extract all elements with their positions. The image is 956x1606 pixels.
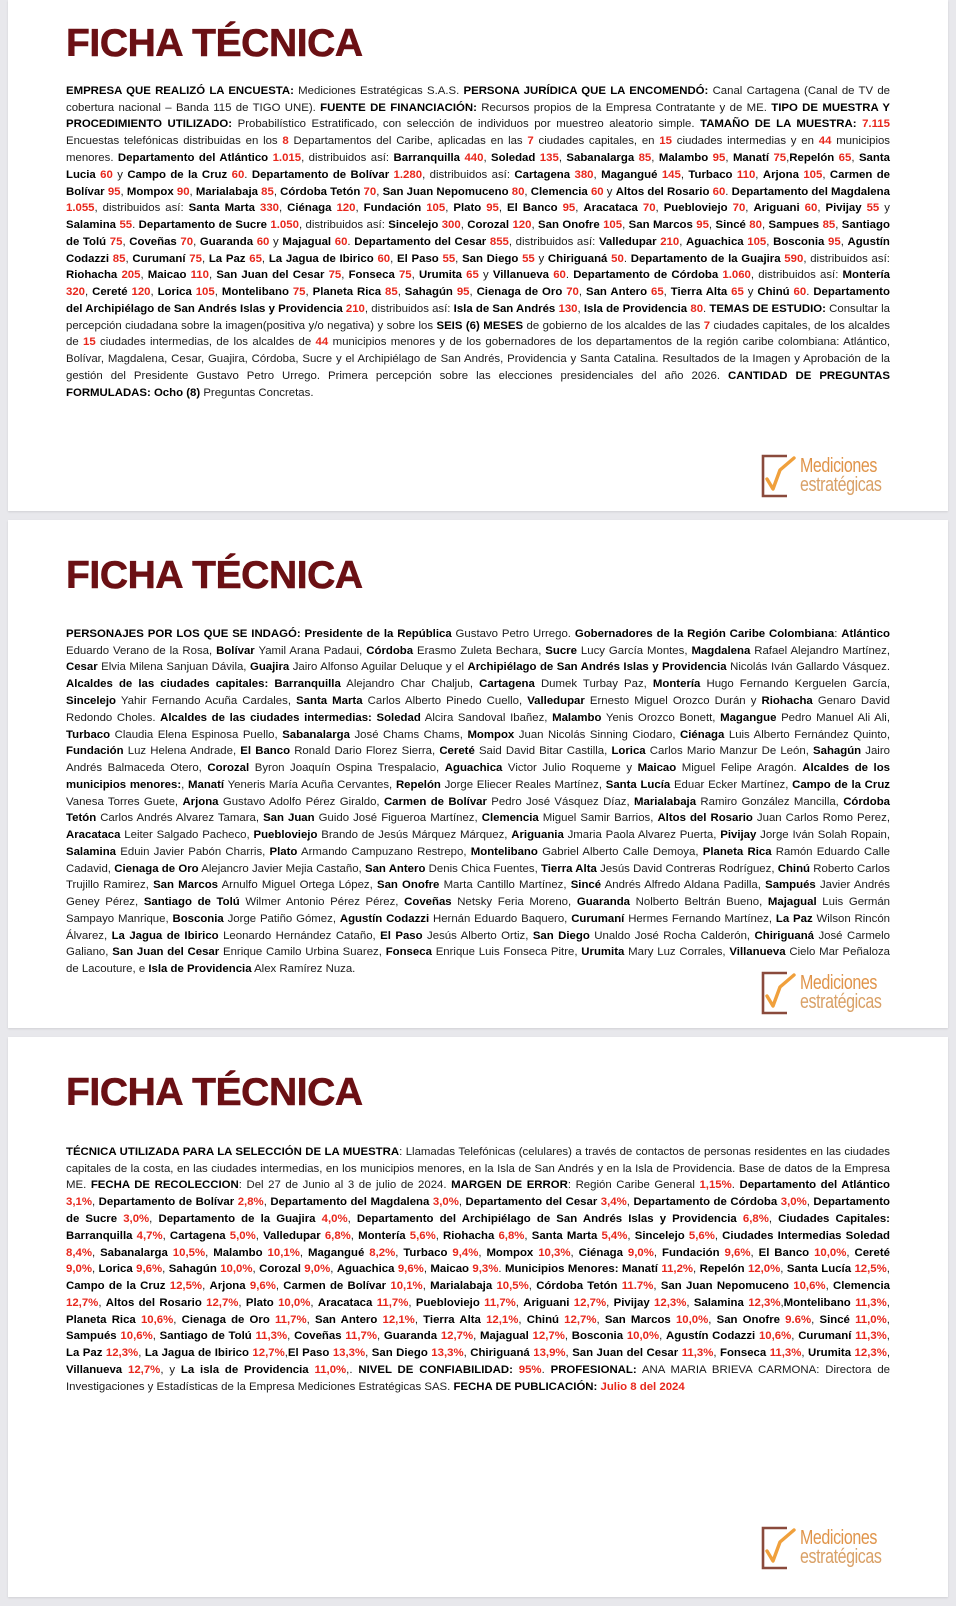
page-title: FICHA TÉCNICA xyxy=(66,554,363,597)
ficha-tecnica-card-2 xyxy=(8,520,948,1028)
mediciones-estrategicas-logo xyxy=(756,966,902,1020)
card-2-body-text: PERSONAJES POR LOS QUE SE INDAGÓ: Presidente de la República Gustavo Petro Urrego. Gobernadores de la Región Caribe Colombiana: Atlántico Eduardo Verano de la Rosa, Bolívar Yamil Arana Padaui, Córdoba Erasmo Zuleta Bechara, Sucre Lucy García Montes, Magdalena Rafael Alejandro Martínez, Cesar Elvia Milena Sanjuan Dávila, Guajira Jairo Alfonso Aguilar Deluque y el Archipiélago de San Andrés Islas y Providencia Nicolás Iván Gallardo Vásquez. Alcaldes de las ciudades capitales: Barranquilla Alejandro Char Chaljub, Cartagena Dumek Turbay Paz, Montería Hugo Fernando Kerguelen García, Sincelejo Yahir Fernando Acuña Cardales, Santa Marta Carlos Alberto Pinedo Cuello, Valledupar Ernesto Miguel Orozco Durán y Riohacha Genaro David Redondo Choles. Alcaldes de las ciudades intermedias: Soledad Alcira Sandoval Ibañez, Malambo Yenis Orozco Bonett, Magangue Pedro Manuel Ali Ali, Turbaco Claudia Elena Espinosa Puello, Sabanalarga José Chams Chams, Mompox Juan Nicolás Sinning Ciodaro, Ciénaga Luis Alberto Fernández Quinto, Fundación Luz Helena Andrade, El Banco Ronald Dario Florez Sierra, Cereté Said David Bitar Castilla, Lorica Carlos Mario Manzur De León, Sahagún Jairo Andrés Balmaceda Otero, Corozal Byron Joaquín Ospina Trespalacio, Aguachica Victor Julio Roqueme y Maicao Miguel Felipe Aragón. Alcaldes de los municipios menores:, Manatí Yeneris María Acuña Cervantes, Repelón Jorge Eliecer Reales Martínez, Santa Lucía Eduar Ecker Martínez, Campo de la Cruz Vanesa Torres Guete, Arjona Gustavo Adolfo Pérez Giraldo, Carmen de Bolívar Pedro José Vásquez Díaz, Marialabaja Ramiro González Mancilla, Córdoba Tetón Carlos Andrés Alvarez Tamara, San Juan Guido José Figueroa Martínez, Clemencia Miguel Samir Barrios, Altos del Rosario Juan Carlos Romo Perez, Aracataca Leiter Salgado Pacheco, Puebloviejo Brando de Jesús Márquez Márquez, Ariguania Jmaria Paola Alvarez Puerta, Pivijay Jorge Iván Solah Ropain, Salamina Eduin Javier Pabón Charris, Plato Armando Campuzano Restrepo, Montelibano Gabriel Alberto Calle Demoya, Planeta Rica Ramón Eduardo Calle Cadavid, Cienaga de Oro Alejancro Javier Mejia Castaño, San Antero Denis Chica Fuentes, Tierra Alta Jesús David Contreras Rodríguez, Chinú Roberto Carlos Trujillo Ramirez, San Marcos Arnulfo Miguel Ortega López, San Onofre Marta Cantillo Martínez, Sincé Andrés Alfredo Aldana Padilla, Sampués Javier Andrés Geney Pérez, Santiago de Tolú Wilmer Antonio Pérez Pérez, Coveñas Netsky Feria Moreno, Guaranda Nolberto Beltrán Bueno, Majagual Luis Germán Sampayo Manrique, Bosconia Jorge Patiño Gómez, Agustín Codazzi Hernán Eduardo Baquero, Curumaní Hermes Fernando Martínez, La Paz Wilson Rincón Álvarez, La Jagua de Ibirico Leonardo Hernández Cataño, El Paso Jesús Alberto Ortiz, San Diego Unaldo José Rocha Calderón, Chiriguaná José Carmelo Galiano, San Juan del Cesar Enrique Camilo Urbina Suarez, Fonseca Enrique Luis Fonseca Pitre, Urumita Mary Luz Corrales, Villanueva Cielo Mar Peñaloza de Lacouture, e Isla de Providencia Alex Ramírez Nuza. xyxy=(66,627,891,976)
mediciones-estrategicas-logo xyxy=(756,449,902,503)
check-bracket-icon xyxy=(756,1524,798,1572)
card-1-body-text: EMPRESA QUE REALIZÓ LA ENCUESTA: Mediciones Estratégicas S.A.S. PERSONA JURÍDICA QUE LA ENCOMENDÓ: Canal Cartagena (Canal de TV de cobertura nacional – Banda 115 de TIGO UNE). FUENTE DE FINANCIACIÓN: Recursos propios de la Empresa Contratante y de ME. TIPO DE MUESTRA Y PROCEDIMIENTO UTILIZADO: Probabilístico Estratificado, con selección de individuos por muestreo aleatorio simple. TAMAÑO DE LA MUESTRA: 7.115 Encuestas telefónicas distribuidas en los 8 Departamentos del Caribe, aplicadas en las 7 ciudades capitales, en 15 ciudades intermedias y en 44 municipios menores. Departamento del Atlántico 1.015, distribuidos así: Barranquilla 440, Soledad 135, Sabanalarga 85, Malambo 95, Manatí 75,Repelón 65, Santa Lucia 60 y Campo de la Cruz 60. Departamento de Bolívar 1.280, distribuidos así: Cartagena 380, Magangué 145, Turbaco 110, Arjona 105, Carmen de Bolívar 95, Mompox 90, Marialabaja 85, Córdoba Tetón 70, San Juan Nepomuceno 80, Clemencia 60 y Altos del Rosario 60. Departamento del Magdalena 1.055, distribuidos así: Santa Marta 330, Ciénaga 120, Fundación 105, Plato 95, El Banco 95, Aracataca 70, Puebloviejo 70, Ariguani 60, Pivijay 55 y Salamina 55. Departamento de Sucre 1.050, distribuidos así: Sincelejo 300, Corozal 120, San Onofre 105, San Marcos 95, Sincé 80, Sampues 85, Santiago de Tolú 75, Coveñas 70, Guaranda 60 y Majagual 60. Departamento del Cesar 855, distribuidos así: Valledupar 210, Aguachica 105, Bosconia 95, Agustín Codazzi 85, Curumaní 75, La Paz 65, La Jagua de Ibirico 60, El Paso 55, San Diego 55 y Chiriguaná 50. Departamento de la Guajira 590, distribuidos así: Riohacha 205, Maicao 110, San Juan del Cesar 75, Fonseca 75, Urumita 65 y Villanueva 60. Departamento de Córdoba 1.060, distribuidos así: Montería 320, Cereté 120, Lorica 105, Montelibano 75, Planeta Rica 85, Sahagún 95, Cienaga de Oro 70, San Antero 65, Tierra Alta 65 y Chinú 60. Departamento del Archipiélago de San Andrés Islas y Providencia 210, distribuidos así: Isla de San Andrés 130, Isla de Providencia 80. TEMAS DE ESTUDIO: Consultar la percepción ciudadana sobre la imagen(positiva y/o negativa) y sobre los SEIS (6) MESES de gobierno de los alcaldes de las 7 ciudades capitales, de los alcaldes de 15 ciudades intermedias, de los alcaldes de 44 municipios menores y de los gobernadores de los departamentos de la región caribe colombiana: Atlántico, Bolívar, Magdalena, Cesar, Guajira, Córdoba, Sucre y el Archipiélago de San Andrés, Providencia y Santa Catalina. Resultados de la Imagen y Aprobación de la gestión del Presidente Gustavo Petro Urrego. Primera percepción sobre las elecciones presidenciales del año 2026. CANTIDAD DE PREGUNTAS FORMULADAS: Ocho (8) Preguntas Concretas. xyxy=(66,84,891,399)
logo-line-1: Mediciones xyxy=(800,972,878,995)
logo-line-1: Mediciones xyxy=(800,1527,878,1550)
mediciones-estrategicas-logo xyxy=(756,1521,902,1575)
logo-wordmark xyxy=(800,457,902,495)
logo-line-2: estratégicas xyxy=(800,991,882,1013)
card-3-body-text: TÉCNICA UTILIZADA PARA LA SELECCIÓN DE LA MUESTRA: Llamadas Telefónicas (celulares) a través de contactos de personas residentes en las ciudades capitales de la costa, en las ciudades intermedias, en los municipios menores, en la Isla de San Andrés y en la Isla de Providencia. Base de datos de la Empresa ME. FECHA DE RECOLECCION: Del 27 de Junio al 3 de julio de 2024. MARGEN DE ERROR: Región Caribe General 1,15%. Departamento del Atlántico 3,1%, Departamento de Bolívar 2,8%, Departamento del Magdalena 3,0%, Departamento del Cesar 3,4%, Departamento de Córdoba 3,0%, Departamento de Sucre 3,0%, Departamento de la Guajira 4,0%, Departamento del Archipiélago de San Andrés Islas y Providencia 6,8%, Ciudades Capitales: Barranquilla 4,7%, Cartagena 5,0%, Valledupar 6,8%, Montería 5,6%, Riohacha 6,8%, Santa Marta 5,4%, Sincelejo 5,6%, Ciudades Intermedias Soledad 8,4%, Sabanalarga 10,5%, Malambo 10,1%, Magangué 8,2%, Turbaco 9,4%, Mompox 10,3%, Ciénaga 9,0%, Fundación 9,6%, El Banco 10,0%, Cereté 9,0%, Lorica 9,6%, Sahagún 10,0%, Corozal 9,0%, Aguachica 9,6%, Maicao 9,3%. Municipios Menores: Manatí 11,2%, Repelón 12,0%, Santa Lucía 12,5%, Campo de la Cruz 12,5%, Arjona 9,6%, Carmen de Bolívar 10,1%, Marialabaja 10,5%, Córdoba Tetón 11.7%, San Juan Nepomuceno 10,6%, Clemencia 12,7%, Altos del Rosario 12,7%, Plato 10,0%, Aracataca 11,7%, Puebloviejo 11,7%, Ariguani 12,7%, Pivijay 12,3%, Salamina 12,3%,Montelibano 11,3%, Planeta Rica 10,6%, Cienaga de Oro 11,7%, San Antero 12,1%, Tierra Alta 12,1%, Chinú 12,7%, San Marcos 10,0%, San Onofre 9.6%, Sincé 11,0%, Sampués 10,6%, Santiago de Tolú 11,3%, Coveñas 11,7%, Guaranda 12,7%, Majagual 12,7%, Bosconia 10,0%, Agustín Codazzi 10,6%, Curumaní 11,3%, La Paz 12,3%, La Jagua de Ibirico 12,7%,El Paso 13,3%, San Diego 13,3%, Chiriguaná 13,9%, San Juan del Cesar 11,3%, Fonseca 11,3%, Urumita 12,3%, Villanueva 12,7%, y La isla de Providencia 11,0%,. NIVEL DE CONFIABILIDAD: 95%. PROFESIONAL: ANA MARIA BRIEVA CARMONA: Directora de Investigaciones y Estadísticas de la Empresa Mediciones Estratégicas SAS. FECHA DE PUBLICACIÓN: Julio 8 del 2024 xyxy=(66,1145,891,1393)
logo-wordmark xyxy=(800,974,902,1012)
ficha-tecnica-card-3 xyxy=(8,1037,948,1597)
logo-line-2: estratégicas xyxy=(800,1546,882,1568)
page-title: FICHA TÉCNICA xyxy=(66,1071,363,1114)
logo-line-1: Mediciones xyxy=(800,455,878,478)
ficha-tecnica-card-1 xyxy=(8,0,948,511)
logo-wordmark xyxy=(800,1529,902,1567)
logo-line-2: estratégicas xyxy=(800,474,882,496)
check-bracket-icon xyxy=(756,452,798,500)
check-bracket-icon xyxy=(756,969,798,1017)
page-title: FICHA TÉCNICA xyxy=(66,22,363,65)
